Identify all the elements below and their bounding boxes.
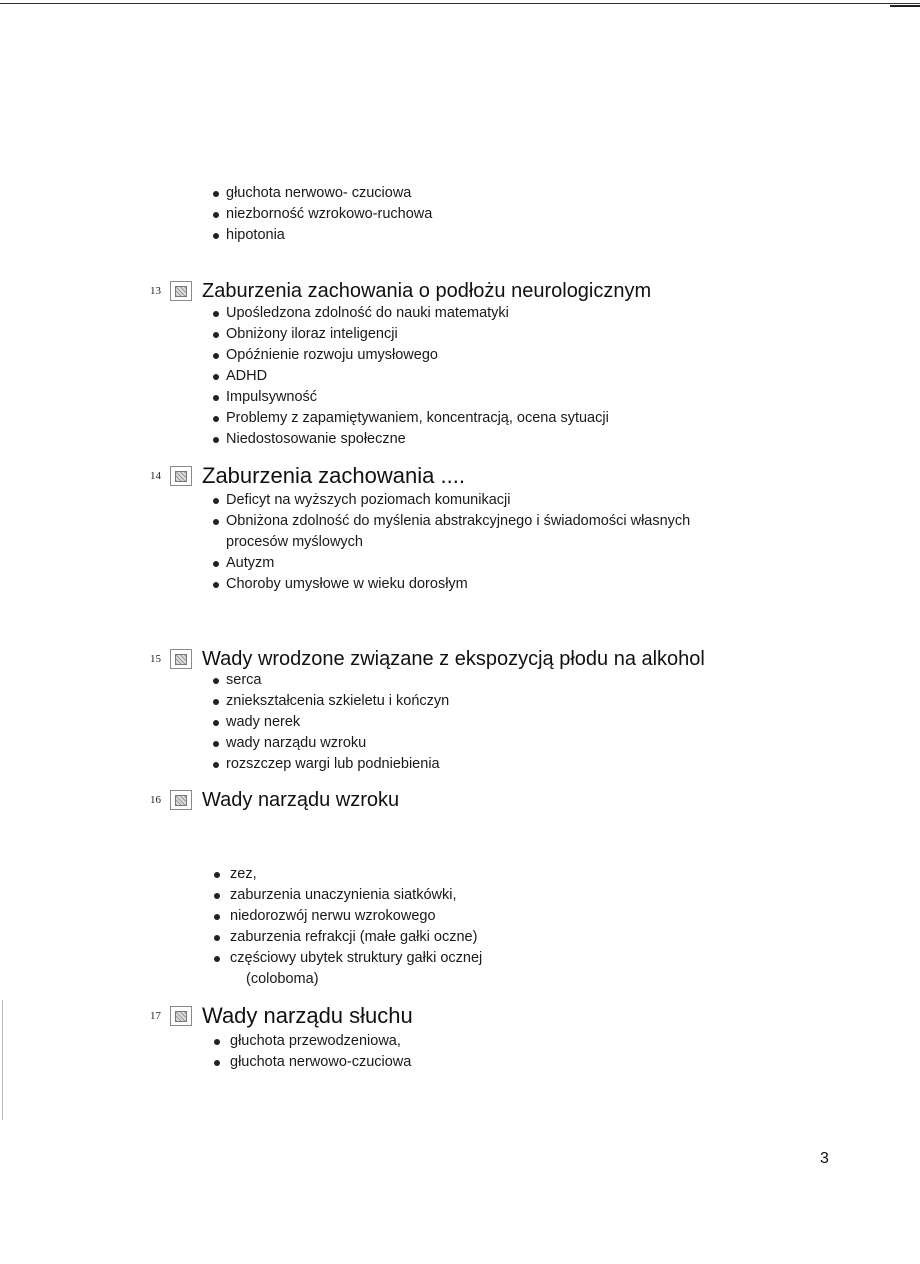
list-item: Problemy z zapamiętywaniem, koncentracją, ocena sytuacji	[213, 408, 609, 429]
list-item-text: Obniżona zdolność do myślenia abstrakcyjnego i świadomości własnych	[226, 513, 691, 529]
slide-header-16	[150, 786, 399, 814]
list-item: niezborność wzrokowo-ruchowa	[213, 204, 432, 225]
slide-thumbnail-icon	[170, 281, 192, 301]
slide-number: 17	[150, 1010, 161, 1022]
top-rule	[0, 3, 920, 4]
list-item: Niedostosowanie społeczne	[213, 429, 609, 450]
list-item: zniekształcenia szkieletu i kończyn	[213, 691, 449, 712]
list-item: zez,	[213, 864, 482, 885]
list-item: niedorozwój nerwu wzrokowego	[213, 906, 482, 927]
list-item: głuchota nerwowo-czuciowa	[213, 1052, 411, 1073]
list-item: hipotonia	[213, 225, 432, 246]
list-item: głuchota przewodzeniowa,	[213, 1031, 411, 1052]
slide-number: 13	[150, 285, 161, 297]
slide-15-bullet-list	[213, 670, 449, 775]
slide-title: Zaburzenia zachowania ....	[202, 463, 465, 488]
list-item: Deficyt na wyższych poziomach komunikacji	[213, 490, 690, 511]
slide-header-13	[150, 277, 651, 305]
slide-number: 16	[150, 794, 161, 806]
slide-title: Zaburzenia zachowania o podłożu neurologicznym	[202, 279, 652, 302]
slide-thumbnail-icon	[170, 466, 192, 486]
list-item: Choroby umysłowe w wieku dorosłym	[213, 574, 690, 595]
list-item: Impulsywność	[213, 387, 609, 408]
slide-number: 14	[150, 470, 161, 482]
list-item: Upośledzona zdolność do nauki matematyki	[213, 303, 609, 324]
top-rule-accent	[890, 5, 920, 7]
slide-title: Wady wrodzone związane z ekspozycją płodu na alkohol	[202, 647, 705, 670]
list-item: wady narządu wzroku	[213, 733, 449, 754]
list-item: wady nerek	[213, 712, 449, 733]
slide-number: 15	[150, 653, 161, 665]
slide-header-14	[150, 462, 465, 490]
list-item: ADHD	[213, 366, 609, 387]
list-item: głuchota nerwowo- czuciowa	[213, 183, 432, 204]
slide-header-15	[150, 645, 705, 673]
scan-edge	[2, 1000, 3, 1120]
slide-header-17	[150, 1002, 413, 1030]
slide-thumbnail-icon	[170, 1006, 192, 1026]
slide-13-bullet-list	[213, 303, 609, 450]
list-item: zaburzenia refrakcji (małe gałki oczne)	[213, 927, 482, 948]
slide-16-bullet-list	[213, 864, 482, 990]
intro-bullet-list	[213, 183, 432, 246]
list-item: rozszczep wargi lub podniebienia	[213, 754, 449, 775]
list-item: Autyzm	[213, 553, 690, 574]
slide-thumbnail-icon	[170, 649, 192, 669]
list-item-continuation: procesów myślowych	[226, 534, 363, 550]
slide-title: Wady narządu wzroku	[202, 788, 400, 811]
slide-thumbnail-icon	[170, 790, 192, 810]
list-item-text: częściowy ubytek struktury gałki ocznej	[230, 950, 483, 966]
slide-title: Wady narządu słuchu	[202, 1003, 413, 1028]
slide-17-bullet-list	[213, 1031, 411, 1073]
page-number: 3	[820, 1150, 829, 1167]
list-item: Obniżony iloraz inteligencji	[213, 324, 609, 345]
list-item-continuation: (coloboma)	[246, 971, 319, 987]
list-item: serca	[213, 670, 449, 691]
list-item	[213, 948, 482, 990]
list-item: Opóźnienie rozwoju umysłowego	[213, 345, 609, 366]
list-item: zaburzenia unaczynienia siatkówki,	[213, 885, 482, 906]
slide-14-bullet-list	[213, 490, 690, 595]
list-item	[213, 511, 690, 553]
